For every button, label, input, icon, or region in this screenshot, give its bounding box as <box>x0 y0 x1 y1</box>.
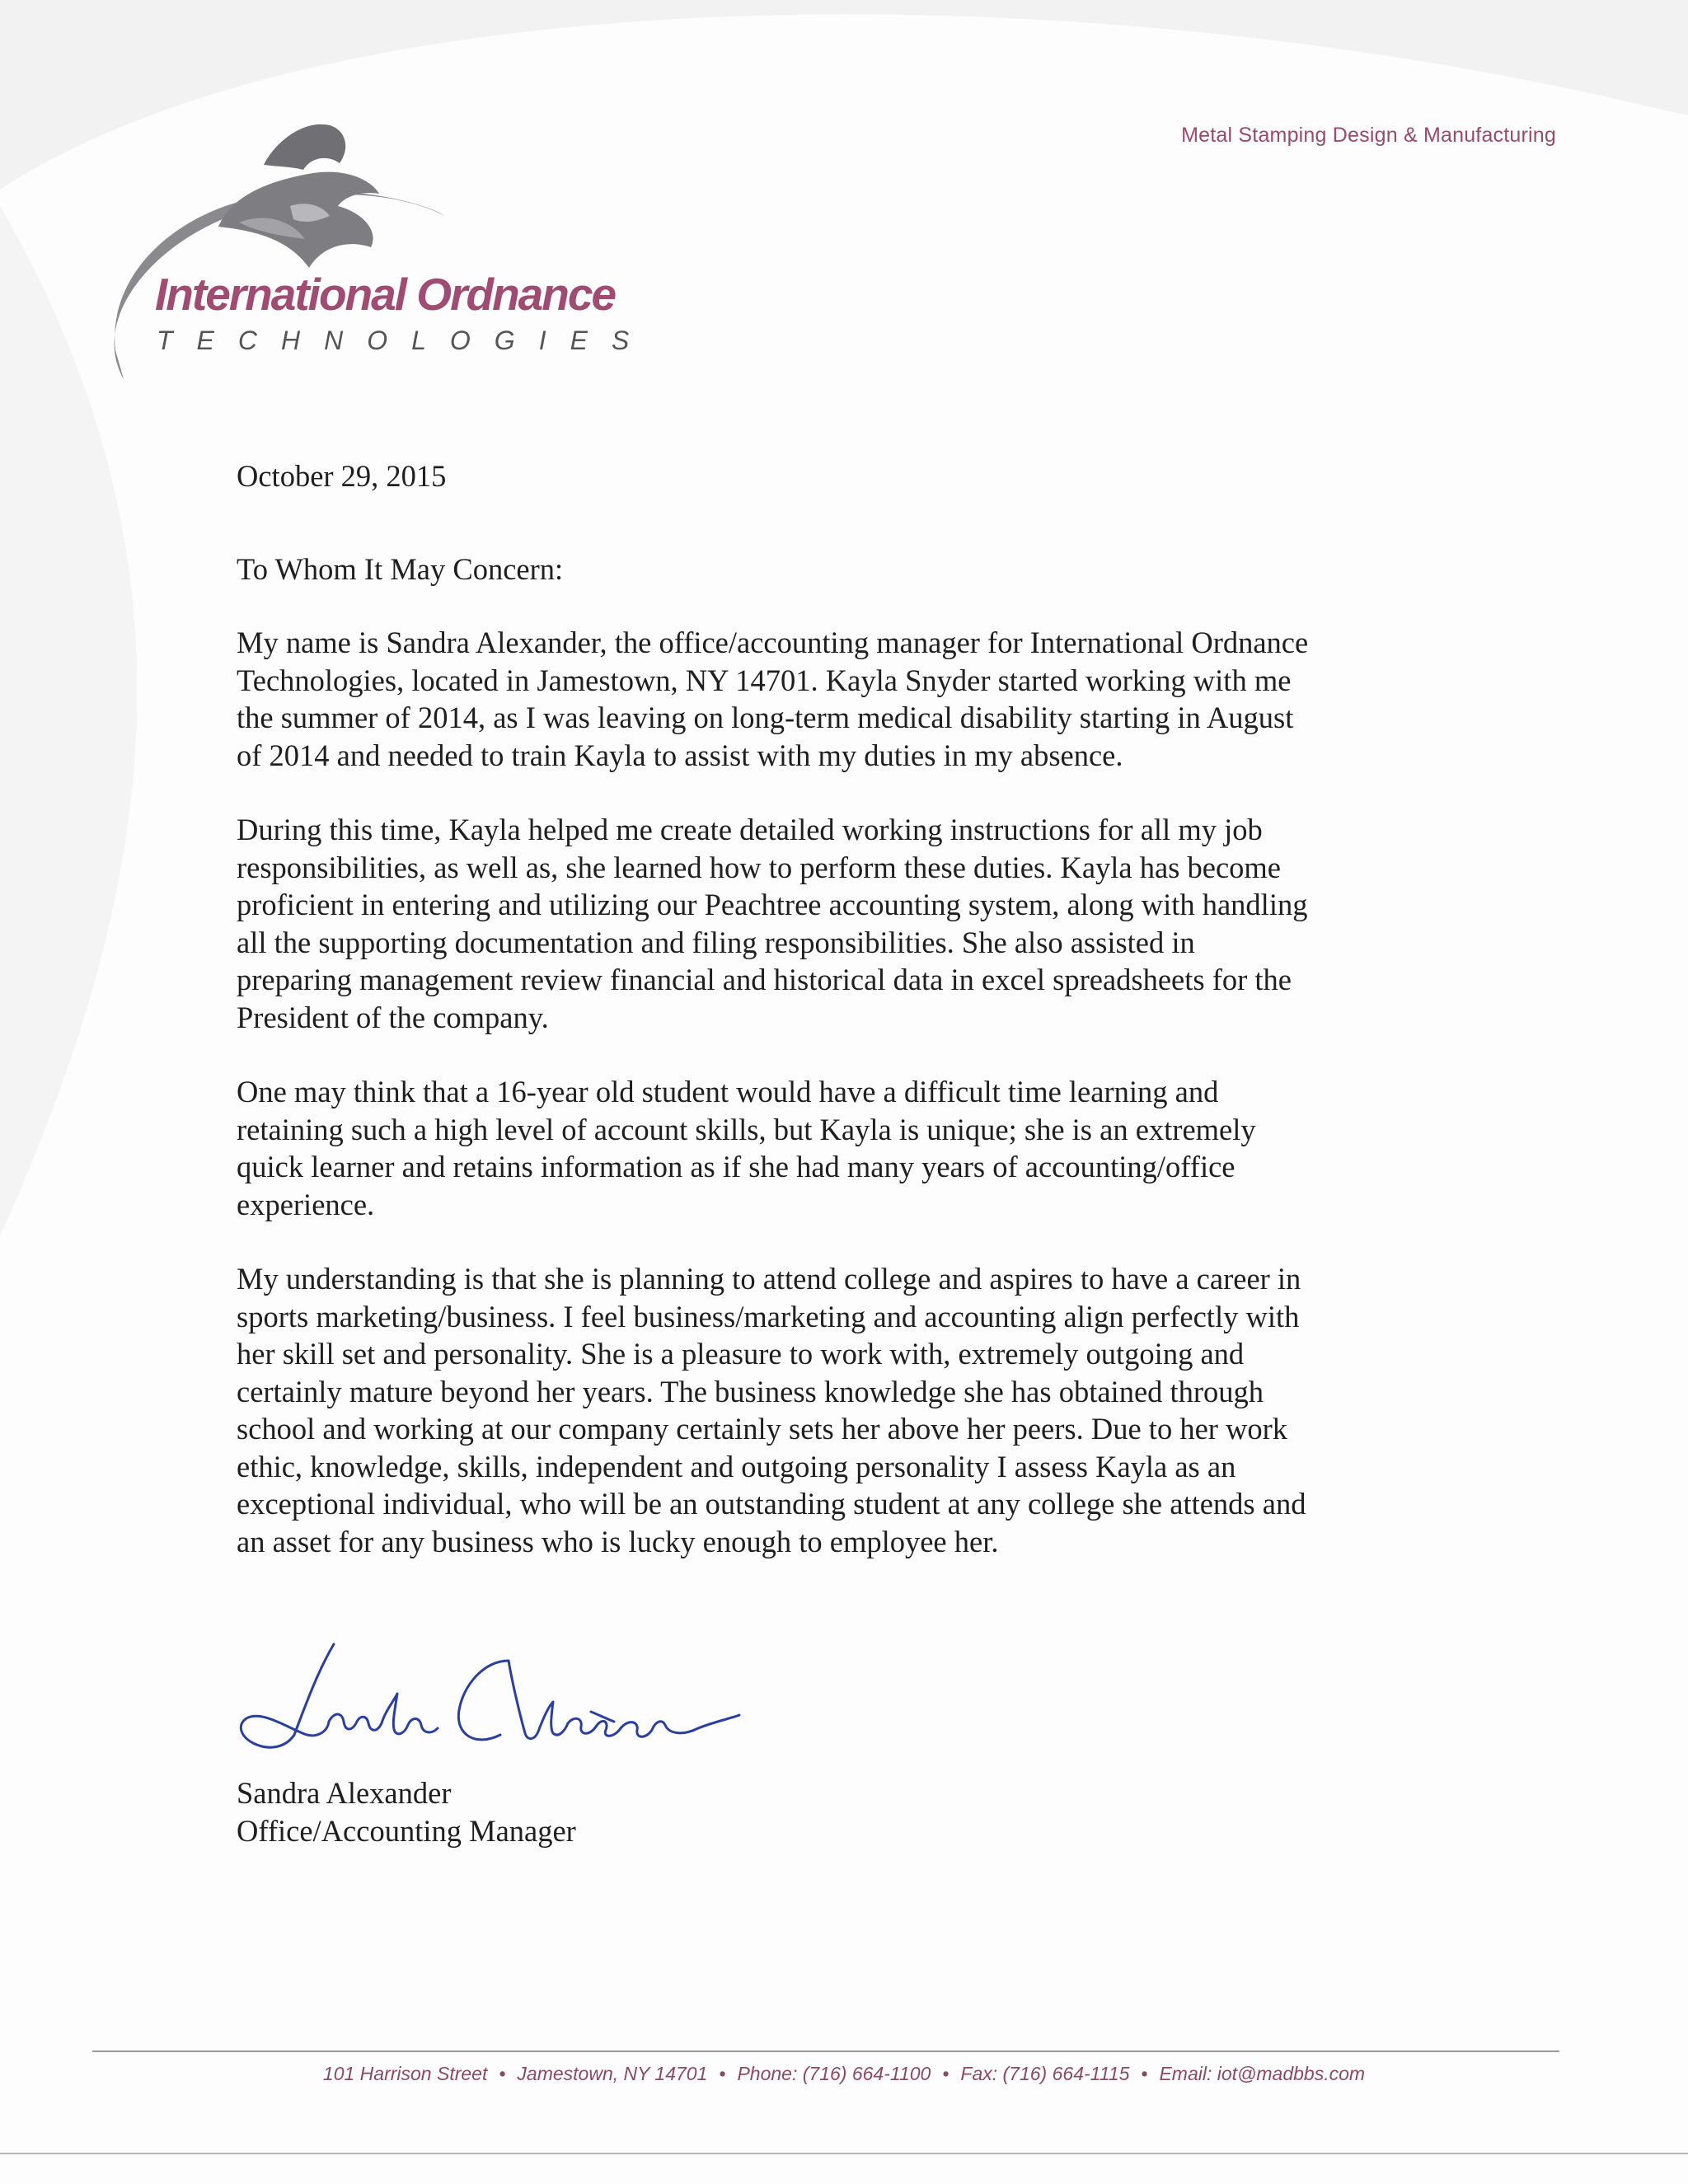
footer-phone: Phone: (716) 664-1100 <box>737 2063 931 2084</box>
page-bottom-edge <box>0 2153 1688 2154</box>
letter-date: October 29, 2015 <box>237 459 447 493</box>
footer-fax: Fax: (716) 664-1115 <box>960 2063 1130 2084</box>
letter-paragraph: During this time, Kayla helped me create detailed working instructions for all my job responsibilities, as well as, she learned how to perform these duties. Kayla has become proficient in entering and utilizing our Peachtree accounting system, along with handling all the supporting documentation and filing responsibilities. She also assisted in preparing management review financial and historical data in excel spreadsheets for the President of the company. <box>237 813 1308 1034</box>
signer-title: Office/Accounting Manager <box>237 1813 576 1848</box>
company-name: International Ordnance <box>155 269 616 320</box>
signature-block <box>237 1774 576 1849</box>
company-tagline: Metal Stamping Design & Manufacturing <box>1181 124 1556 147</box>
handwritten-signature <box>237 1636 748 1760</box>
footer-divider <box>92 2050 1559 2052</box>
company-name-subtitle: TECHNOLOGIES <box>157 326 654 355</box>
letter-paragraph: My name is Sandra Alexander, the office/accounting manager for International Ordnance Technologies, located in Jamestown, NY 14701. Kayla Snyder started working with me the summer of 2014, as I was leaving on long-term medical disability starting in August of 2014 and needed to train Kayla to assist with my duties in my absence. <box>237 626 1309 772</box>
footer-email: Email: iot@madbbs.com <box>1159 2063 1366 2084</box>
letter-body <box>237 457 1440 1597</box>
letter-paragraph: My understanding is that she is planning to attend college and aspires to have a career in sports marketing/business. I feel business/marketing and accounting align perfectly with her skill set and personality. She is a pleasure to work with, extremely outgoing and certainly mature beyond her years. The business knowledge she has obtained through school and working at our company certainly sets her above her peers. Due to her work ethic, knowledge, skills, independent and outgoing personality I assess Kayla as an exceptional individual, who will be an outstanding student at any college she attends and an asset for any business who is lucky enough to employee her. <box>237 1262 1306 1558</box>
letterhead-footer: 101 Harrison Street • Jamestown, NY 14701 • Phone: (716) 664-1100 • Fax: (716) 664-1115 • Email: iot@madbbs.com <box>322 2063 1366 2084</box>
letter-salutation: To Whom It May Concern: <box>237 551 564 586</box>
footer-address: 101 Harrison Street <box>322 2063 488 2084</box>
signer-name: Sandra Alexander <box>237 1776 452 1810</box>
letter-paragraph: One may think that a 16-year old student would have a difficult time learning and retaining such a high level of account skills, but Kayla is unique; she is an extremely quick learner and retains information as if she had many years of accounting/office experience. <box>237 1075 1256 1221</box>
footer-city: Jamestown, NY 14701 <box>517 2063 708 2084</box>
